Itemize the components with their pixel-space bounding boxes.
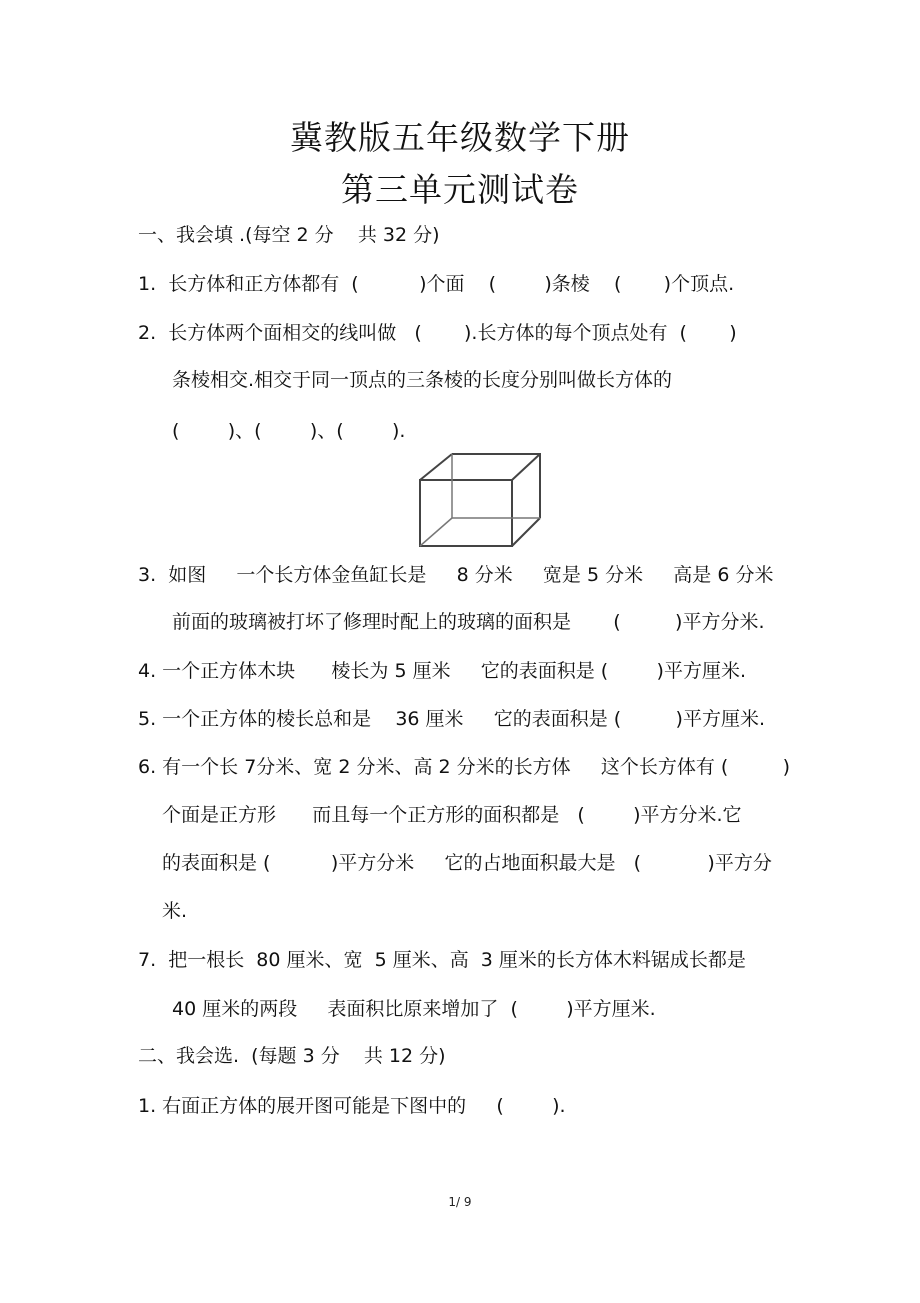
question-1-6-line-2: 个面是正方形 而且每一个正方形的面积都是 ( )平方分米.它 [162,804,742,826]
cuboid-hidden-diagonal [420,518,452,546]
question-2-1: 1. 右面正方体的展开图可能是下图中的 ( ). [138,1095,566,1117]
question-1-1: 1. 长方体和正方体都有 ( )个面 ( )条棱 ( )个顶点. [138,273,735,295]
question-1-2-line-1: 2. 长方体两个面相交的线叫做 ( ).长方体的每个顶点处有 ( ) [138,322,737,344]
question-1-3-line-1: 3. 如图 一个长方体金鱼缸长是 8 分米 宽是 5 分米 高是 6 分米 [138,564,774,586]
question-1-7-line-2: 40 厘米的两段 表面积比原来增加了 ( )平方厘米. [172,998,656,1020]
cuboid-edge-top-right [512,454,540,480]
cuboid-edge-bottom-right [512,518,540,546]
question-1-4: 4. 一个正方体木块 棱长为 5 厘米 它的表面积是 ( )平方厘米. [138,660,746,682]
section-2-heading: 二、我会选. (每题 3 分 共 12 分) [138,1045,446,1067]
question-1-6-line-1: 6. 有一个长 7分米、宽 2 分米、高 2 分米的长方体 这个长方体有 ( ) [138,756,791,778]
question-1-6-line-4: 米. [162,900,188,922]
section-1-heading: 一、我会填 .(每空 2 分 共 32 分) [138,224,440,246]
question-1-2-line-2: 条棱相交.相交于同一顶点的三条棱的长度分别叫做长方体的 [172,369,673,391]
question-1-6-line-3: 的表面积是 ( )平方分米 它的占地面积最大是 ( )平方分 [162,852,772,874]
question-1-5: 5. 一个正方体的棱长总和是 36 厘米 它的表面积是 ( )平方厘米. [138,708,766,730]
cuboid-wireframe-icon [418,452,542,548]
cuboid-back-edges [452,454,540,518]
title-line-1: 冀教版五年级数学下册 [290,118,630,157]
cuboid-front-face [420,480,512,546]
question-1-3-line-2: 前面的玻璃被打坏了修理时配上的玻璃的面积是 ( )平方分米. [172,611,765,633]
question-1-2-line-3: ( )、( )、( ). [172,420,406,442]
cuboid-edge-top-left [420,454,452,480]
question-1-7-line-1: 7. 把一根长 80 厘米、宽 5 厘米、高 3 厘米的长方体木料锯成长都是 [138,949,746,971]
title-line-2: 第三单元测试卷 [341,170,579,209]
page-number: 1/ 9 [448,1195,472,1209]
